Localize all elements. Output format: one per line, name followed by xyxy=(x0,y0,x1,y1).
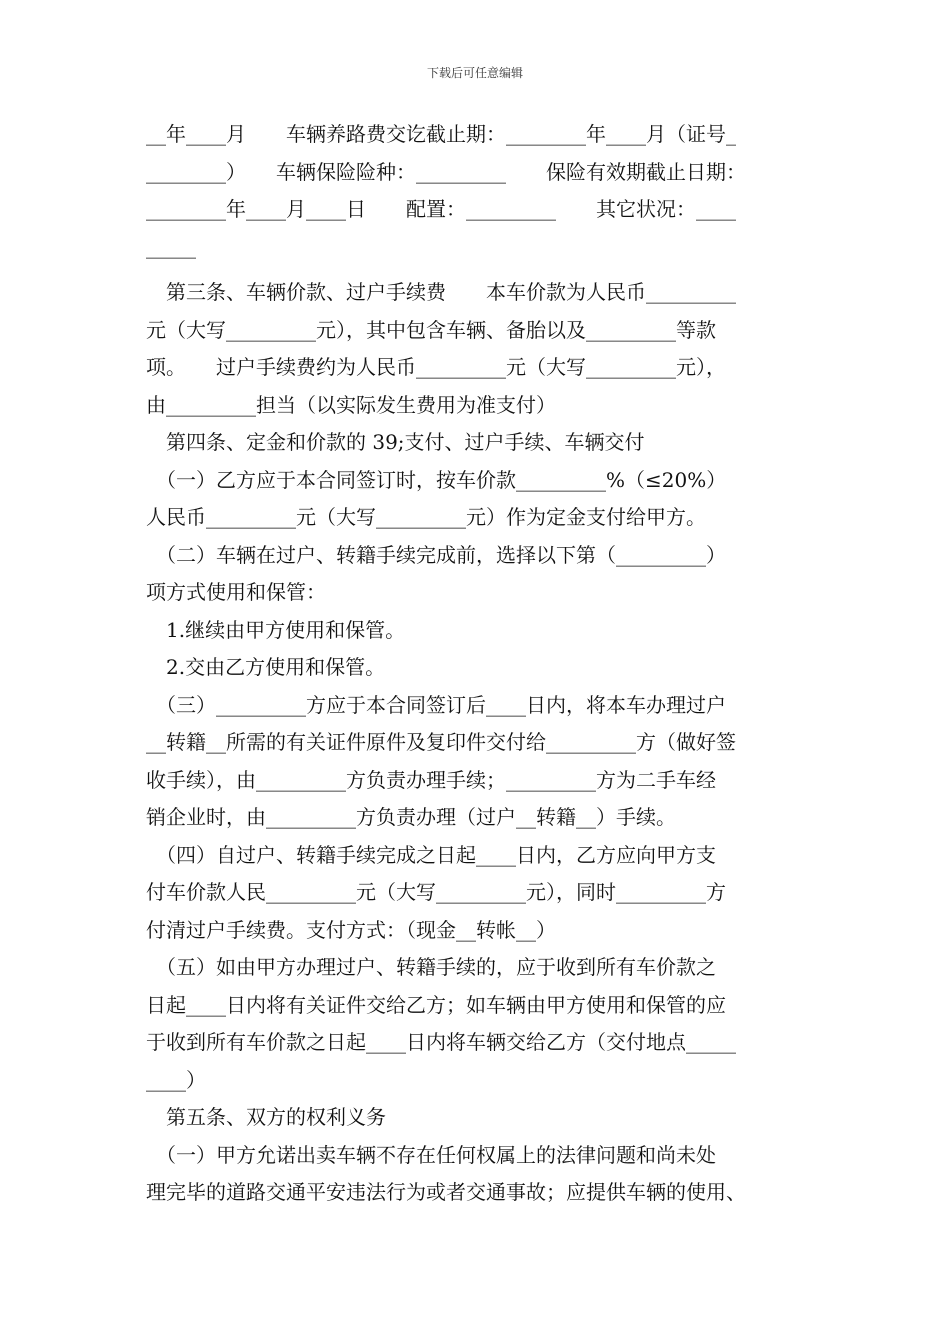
document-line: __转籍__所需的有关证件原件及复印件交付给_________方（做好签 xyxy=(146,730,736,754)
document-line: 1.继续由甲方使用和保管。 xyxy=(146,617,406,642)
document-line: （二）车辆在过户、转籍手续完成前，选择以下第（_________） xyxy=(146,542,726,567)
document-line: 元（大写_________元），其中包含车辆、备胎以及_________等款 xyxy=(146,317,716,342)
document-line: 项。 过户手续费约为人民币_________元（大写_________元）， xyxy=(146,355,726,379)
document-line: 收手续），由_________方负责办理手续；_________方为二手车经 xyxy=(146,767,716,792)
document-line: （四）自过户、转籍手续完成之日起____日内，乙方应向甲方支 xyxy=(146,842,716,867)
document-line: 日起____日内将有关证件交给乙方；如车辆由甲方使用和保管的应 xyxy=(146,992,726,1017)
document-line: 付清过户手续费。支付方式：（现金__转帐__） xyxy=(146,917,556,942)
document-line: 第四条、定金和价款的 39;支付、过户手续、车辆交付 xyxy=(146,430,645,454)
document-line: （五）如由甲方办理过户、转籍手续的，应于收到所有车价款之 xyxy=(146,955,716,979)
document-line: 人民币_________元（大写_________元）作为定金支付给甲方。 xyxy=(146,505,706,529)
document-line: （一）乙方应于本合同签订时，按车价款_________%（≤20%） xyxy=(146,467,727,492)
document-line: __年____月 车辆养路费交讫截止期：________年____月（证号_ xyxy=(146,122,736,146)
document-line: 由_________担当（以实际发生费用为准支付） xyxy=(146,392,556,417)
document-line: （一）甲方允诺出卖车辆不存在任何权属上的法律问题和尚未处 xyxy=(146,1142,716,1167)
document-line: 付车价款人民_________元（大写_________元），同时_________方 xyxy=(146,880,726,904)
document-line: 销企业时，由_________方负责办理（过户__转籍__）手续。 xyxy=(146,805,676,829)
document-line: ____） xyxy=(146,1067,206,1092)
document-line: 第三条、车辆价款、过户手续费 本车价款为人民币_________ xyxy=(146,280,736,304)
document-line: 项方式使用和保管： xyxy=(146,580,326,604)
page-header: 下载后可任意编辑 xyxy=(426,66,523,80)
document-line: _____ xyxy=(146,234,196,259)
document-body xyxy=(146,116,822,1212)
document-line: 于收到所有车价款之日起____日内将车辆交给乙方（交付地点_____ xyxy=(146,1030,736,1054)
document-line: （三）_________方应于本合同签订后____日内，将本车办理过户 xyxy=(146,692,726,717)
document-line: ________） 车辆保险险种：_________ 保险有效期截止日期： xyxy=(146,159,746,184)
document-line: 第五条、双方的权利义务 xyxy=(146,1105,386,1129)
document-line: 2.交由乙方使用和保管。 xyxy=(146,655,386,679)
document-line: ________年____月____日 配置：_________ 其它状况：____ xyxy=(146,197,736,221)
document-line: 理完毕的道路交通平安违法行为或者交通事故；应提供车辆的使用、 xyxy=(146,1180,746,1204)
